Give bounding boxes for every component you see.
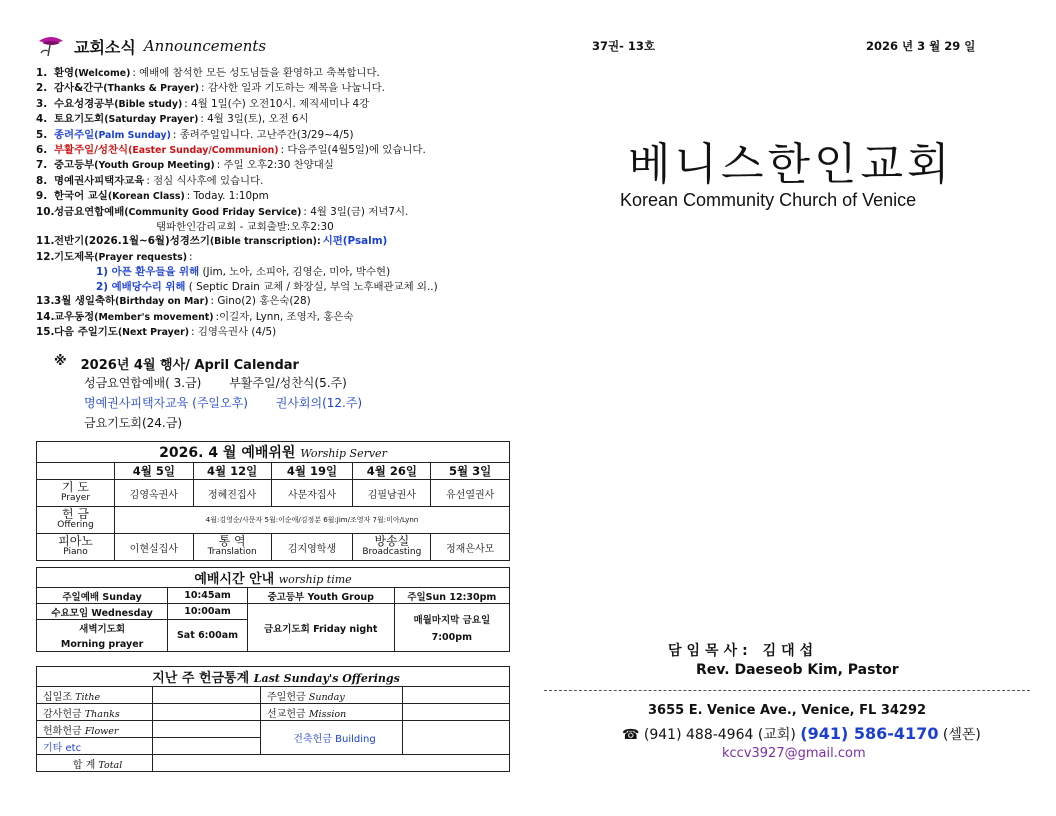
announcement-title-ko: 교우동정 bbox=[54, 310, 95, 323]
thanks-ko: 감사헌금 bbox=[43, 708, 82, 720]
translation-server: 김지영학생 bbox=[271, 534, 353, 561]
prayer-request bbox=[36, 265, 516, 279]
announcement-title-en: (Next Prayer) bbox=[117, 326, 190, 338]
worship-server-offering-row bbox=[37, 507, 510, 534]
tithe-label bbox=[37, 687, 153, 704]
announcement-number: 5. bbox=[36, 128, 48, 141]
announcement-title bbox=[54, 81, 199, 96]
calendar-event: 부활주일/성찬식(5.주) bbox=[229, 376, 347, 391]
announcement-title-en: (Member's movement) bbox=[94, 311, 214, 323]
prayer-label bbox=[37, 480, 115, 507]
flower-en: Flower bbox=[84, 725, 119, 737]
worship-date: 4월 5일 bbox=[115, 463, 194, 480]
announcement-title-en: (Birthday on Mar) bbox=[115, 296, 209, 308]
cell-phone-suffix: (셀폰) bbox=[942, 727, 981, 743]
announcement-title-en: (Korean Class) bbox=[107, 191, 185, 203]
sunday-service-label: 주일예배 Sunday bbox=[37, 588, 168, 604]
calendar-event: 권사회의(12.주) bbox=[275, 396, 363, 411]
announcement-item bbox=[36, 143, 516, 158]
announcement-detail: 시편(Psalm) bbox=[322, 235, 388, 248]
announcement-number: 15. bbox=[36, 325, 55, 338]
last-friday-time: 7:00pm bbox=[431, 632, 472, 644]
total-en: Total bbox=[98, 759, 123, 771]
announcement-title-en: (Saturday Prayer) bbox=[104, 114, 199, 126]
announcement-title-ko: 3월 생일축하 bbox=[54, 295, 116, 308]
announcement-title-en: (Prayer requests) bbox=[94, 251, 187, 263]
mission-en: Mission bbox=[308, 708, 347, 720]
worship-time-title bbox=[37, 568, 510, 588]
announcements-title-en: Announcements bbox=[143, 37, 267, 55]
offering-label-en: Offering bbox=[57, 520, 94, 531]
prayer-server: 김영옥권사 bbox=[115, 480, 194, 507]
announcement-number: 7. bbox=[36, 159, 48, 172]
worship-server-dates bbox=[37, 463, 510, 480]
youth-label: 중고등부 Youth Group bbox=[247, 588, 394, 604]
broadcast-label-en: Broadcasting bbox=[362, 547, 422, 558]
church-phone bbox=[622, 724, 981, 744]
announcement-item bbox=[36, 234, 516, 249]
announcement-continuation: 탬파한인감리교회 - 교회출발:오후2:30 bbox=[156, 221, 334, 234]
building-amount bbox=[403, 721, 510, 755]
announcement-title bbox=[54, 97, 182, 112]
worship-server-misc-row bbox=[37, 534, 510, 561]
announcement-title-en: (Bible transcription): bbox=[209, 236, 321, 248]
announcement-title-ko: 감사&간구 bbox=[54, 82, 104, 95]
church-name-ko: 베니스한인교회 bbox=[628, 139, 954, 190]
announcement-title bbox=[54, 128, 171, 143]
announcement-detail: : 종려주일입니다. 고난주간(3/29~4/5) bbox=[172, 128, 354, 141]
announcement-item bbox=[36, 250, 516, 265]
announcement-number: 1. bbox=[36, 67, 48, 79]
announcement-title-ko: 수요성경공부 bbox=[54, 97, 115, 110]
dawn-label bbox=[37, 620, 168, 652]
announcement-item bbox=[36, 310, 516, 325]
announcement-title-en: (Thanks & Prayer) bbox=[103, 83, 200, 95]
announcements-list bbox=[36, 66, 516, 340]
prayer-server: 유선열권사 bbox=[431, 480, 510, 507]
announcement-detail: : 감사한 일과 기도하는 제목을 나눕니다. bbox=[201, 82, 385, 95]
phone-icon: ☎ bbox=[622, 727, 640, 743]
announcement-item bbox=[36, 189, 516, 204]
broadcast-label bbox=[353, 534, 431, 561]
announcement-title bbox=[54, 66, 130, 81]
worship-date: 4월 19일 bbox=[271, 463, 353, 480]
announcement-number: 3. bbox=[36, 97, 48, 110]
broadcast-server: 정재은사모 bbox=[431, 534, 510, 561]
prayer-server: 사문자집사 bbox=[271, 480, 353, 507]
april-calendar bbox=[36, 354, 516, 433]
pastor-name-en: Rev. Daeseob Kim, Pastor bbox=[696, 662, 899, 678]
announcement-title-ko: 환영 bbox=[54, 67, 75, 79]
announcement-title-en: (Bible study) bbox=[114, 98, 183, 110]
church-email[interactable]: kccv3927@gmail.com bbox=[722, 746, 866, 761]
announcement-title bbox=[54, 174, 144, 189]
sunday-offering-en: Sunday bbox=[308, 691, 345, 703]
worship-date: 4월 26일 bbox=[353, 463, 431, 480]
announcement-number: 14. bbox=[36, 310, 55, 323]
mission-label bbox=[261, 704, 403, 721]
translation-label-en: Translation bbox=[207, 547, 257, 558]
announcement-title bbox=[54, 294, 209, 309]
announcement-title-en: (Easter Sunday/Communion) bbox=[128, 145, 279, 157]
announcement-title-ko: 종려주일 bbox=[54, 128, 95, 141]
announcement-title-ko: 부활주일/성찬식 bbox=[54, 144, 129, 157]
worship-date: 5월 3일 bbox=[431, 463, 510, 480]
announcements-title-ko: 교회소식 bbox=[74, 37, 136, 57]
prayer-request-label: 2) 예배당수리 위해 bbox=[96, 280, 186, 293]
announcement-detail: :이길자, Lynn, 조영자, 홍은숙 bbox=[215, 310, 354, 323]
piano-server: 이현실집사 bbox=[115, 534, 194, 561]
announcement-item bbox=[36, 128, 516, 143]
friday-label: 금요기도회 Friday night bbox=[247, 604, 394, 652]
announcement-title bbox=[54, 143, 279, 158]
left-column bbox=[36, 30, 516, 772]
worship-time-title-en: worship time bbox=[278, 573, 352, 587]
announcement-detail: : 4월 1일(수) 오전10시. 제직세미나 4강 bbox=[184, 97, 370, 110]
prayer-label-en: Prayer bbox=[60, 493, 91, 504]
cell-phone-number: (941) 586-4170 bbox=[800, 724, 939, 743]
announcement-detail: : 다음주일(4월5일)에 있습니다. bbox=[280, 144, 426, 157]
announcement-number: 10. bbox=[36, 205, 55, 218]
announcement-number: 4. bbox=[36, 113, 48, 126]
announcement-title-ko: 한국어 교실 bbox=[54, 190, 108, 203]
sunday-offering-amount bbox=[403, 687, 510, 704]
announcement-title-en: (Youth Group Meeting) bbox=[94, 160, 215, 172]
announcement-item bbox=[36, 174, 516, 189]
worship-server-title-en: Worship Server bbox=[300, 447, 387, 461]
prayer-label-ko: 기 도 bbox=[62, 480, 89, 495]
prayer-request-label: 1) 아픈 환우들을 위해 bbox=[96, 266, 200, 279]
translation-label-ko: 통 역 bbox=[218, 534, 246, 549]
prayer-server: 김필남권사 bbox=[353, 480, 431, 507]
etc-amount bbox=[153, 738, 261, 755]
announcement-number: 6. bbox=[36, 144, 48, 157]
tithe-en: Tithe bbox=[75, 691, 101, 703]
announcement-title bbox=[54, 325, 189, 340]
announcement-title bbox=[54, 234, 321, 249]
announcement-title bbox=[54, 205, 301, 220]
calendar-title-text: 2026년 4월 행사/ April Calendar bbox=[80, 358, 299, 374]
church-name-en: Korean Community Church of Venice bbox=[620, 190, 917, 210]
announcement-title bbox=[54, 112, 198, 127]
offering-label-ko: 헌 금 bbox=[62, 507, 89, 522]
calendar-line bbox=[54, 393, 516, 413]
offerings-title-ko: 지난 주 헌금통계 bbox=[152, 671, 250, 687]
dawn-label-en: Morning prayer bbox=[60, 639, 144, 651]
announcement-title-ko: 성금요연합예배 bbox=[54, 205, 125, 218]
last-friday-cell bbox=[394, 604, 509, 652]
thanks-amount bbox=[153, 704, 261, 721]
announcement-detail: : 주일 오후2:30 찬양대실 bbox=[216, 159, 334, 172]
total-label bbox=[37, 755, 153, 772]
youth-time: 주일Sun 12:30pm bbox=[394, 588, 509, 604]
announcement-item bbox=[36, 205, 516, 220]
mission-ko: 선교헌금 bbox=[267, 708, 306, 720]
calendar-mark: ※ bbox=[54, 354, 67, 370]
sunday-offering-ko: 주일헌금 bbox=[267, 691, 306, 703]
worship-date: 4월 12일 bbox=[193, 463, 271, 480]
total-amount bbox=[153, 755, 510, 772]
announcement-detail: : Gino(2) 홍은숙(28) bbox=[210, 295, 311, 308]
prayer-request-detail: (Jim, 노아, 소피아, 김영순, 미아, 박수현) bbox=[202, 266, 391, 279]
worship-server-title bbox=[37, 442, 510, 463]
announcement-item bbox=[36, 112, 516, 127]
announcement-title-en: (Community Good Friday Service) bbox=[124, 206, 302, 218]
announcement-item bbox=[36, 81, 516, 96]
announcement-title bbox=[54, 250, 187, 265]
thanks-en: Thanks bbox=[84, 708, 120, 720]
volume-number: 37권- 13호 bbox=[592, 39, 656, 53]
announcement-title-ko: 기도제목 bbox=[54, 250, 95, 263]
wednesday-time: 10:00am bbox=[168, 604, 248, 620]
announcement-title-ko: 전반기(2026.1월~6월)성경쓰기 bbox=[54, 235, 210, 248]
offerings-table bbox=[36, 666, 510, 772]
announcement-title bbox=[54, 158, 215, 173]
announcement-title-ko: 명예권사피택자교육 bbox=[54, 174, 145, 187]
announcement-number: 2. bbox=[36, 82, 48, 95]
prayer-request-detail: ( Septic Drain 교체 / 화장실, 부엌 노후배관교체 외..) bbox=[188, 280, 438, 293]
calendar-line bbox=[54, 373, 516, 393]
etc-label: 기타 etc bbox=[37, 738, 153, 755]
announcement-title bbox=[54, 189, 185, 204]
announcement-title-en: (Palm Sunday) bbox=[94, 129, 171, 141]
prayer-request bbox=[36, 280, 516, 294]
offering-label bbox=[37, 507, 115, 534]
last-friday-label: 매월마지막 금요일 bbox=[413, 615, 491, 627]
corner-cell bbox=[37, 463, 115, 480]
announcement-detail: : 4월 3일(금) 저녁7시. bbox=[303, 205, 409, 218]
translation-label bbox=[193, 534, 271, 561]
worship-time-title-ko: 예배시간 안내 bbox=[194, 572, 275, 588]
announcement-detail: : bbox=[188, 250, 193, 263]
flower-ko: 헌화헌금 bbox=[43, 725, 82, 737]
announcement-number: 9. bbox=[36, 190, 48, 203]
offerings-title-en: Last Sunday's Offerings bbox=[253, 672, 400, 686]
announcement-title bbox=[54, 310, 214, 325]
calendar-title bbox=[54, 354, 516, 373]
worship-server-prayer-row bbox=[37, 480, 510, 507]
tithe-amount bbox=[153, 687, 261, 704]
announcement-number: 11. bbox=[36, 235, 55, 248]
announcements-header bbox=[36, 30, 516, 62]
church-phone-number: (941) 488-4964 (교회) bbox=[643, 727, 796, 743]
announcement-number: 13. bbox=[36, 295, 55, 308]
piano-label-en: Piano bbox=[63, 547, 88, 558]
announcement-detail: : Today. 1:10pm bbox=[186, 190, 269, 203]
calendar-event: 명예권사피택자교육 (주일오후) bbox=[84, 396, 248, 411]
announcement-number: 12. bbox=[36, 250, 55, 263]
offering-schedule: 4월:김영순/사문자 5월:이순애/김정분 6월:Jim/조영자 7월:미아/Lynn bbox=[115, 507, 510, 534]
announcement-item bbox=[36, 294, 516, 309]
flower-label bbox=[37, 721, 153, 738]
bulletin-date: 2026 년 3 월 29 일 bbox=[866, 39, 976, 53]
wednesday-label: 수요모임 Wednesday bbox=[37, 604, 168, 620]
flower-icon bbox=[36, 35, 66, 57]
calendar-line bbox=[54, 413, 516, 433]
thanks-label bbox=[37, 704, 153, 721]
announcement-item bbox=[36, 66, 516, 81]
announcement-detail: : 점심 식사후에 있습니다. bbox=[146, 174, 264, 187]
announcement-detail: : 김영옥권사 (4/5) bbox=[191, 325, 277, 338]
dawn-label-ko: 새벽기도회 bbox=[79, 624, 126, 636]
church-address: 3655 E. Venice Ave., Venice, FL 34292 bbox=[648, 703, 927, 718]
piano-label bbox=[37, 534, 115, 561]
calendar-event: 성금요연합예배( 3.금) bbox=[84, 376, 202, 391]
announcement-title-en: (Welcome) bbox=[74, 68, 131, 79]
announcement-title-ko: 토요기도회 bbox=[54, 113, 105, 126]
announcement-number: 8. bbox=[36, 174, 48, 187]
worship-server-table bbox=[36, 441, 510, 561]
pastor-name-ko: 담임목사: 김대섭 bbox=[668, 643, 819, 659]
announcement-title-ko: 다음 주일기도 bbox=[54, 325, 118, 338]
worship-server-title-ko: 2026. 4 월 예배위원 bbox=[159, 445, 296, 462]
announcement-detail: : 4월 3일(토), 오전 6시 bbox=[200, 113, 309, 126]
dawn-time: Sat 6:00am bbox=[168, 620, 248, 652]
calendar-event: 금요기도회(24.금) bbox=[84, 416, 182, 431]
announcement-title-ko: 중고등부 bbox=[54, 159, 95, 172]
piano-label-ko: 피아노 bbox=[58, 534, 93, 549]
announcement-item bbox=[36, 97, 516, 112]
offerings-title bbox=[37, 667, 510, 687]
sunday-offering-label bbox=[261, 687, 403, 704]
divider bbox=[544, 690, 1030, 691]
sunday-service-time: 10:45am bbox=[168, 588, 248, 604]
building-label: 건축헌금 Building bbox=[261, 721, 403, 755]
mission-amount bbox=[403, 704, 510, 721]
announcement-item bbox=[36, 158, 516, 173]
flower-amount bbox=[153, 721, 261, 738]
announcement-item bbox=[36, 325, 516, 340]
worship-time-table bbox=[36, 567, 510, 652]
announcement-detail: : 예배에 참석한 모든 성도님들을 환영하고 축복합니다. bbox=[132, 67, 380, 79]
total-ko: 합 계 bbox=[72, 759, 96, 771]
broadcast-label-ko: 방송실 bbox=[374, 534, 410, 549]
prayer-server: 정혜진집사 bbox=[193, 480, 271, 507]
tithe-ko: 십일조 bbox=[43, 691, 72, 703]
